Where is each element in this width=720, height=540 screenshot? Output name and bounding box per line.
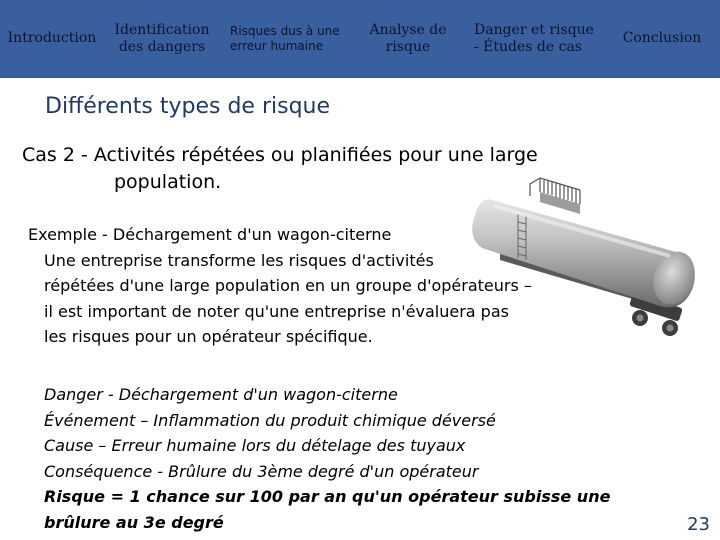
risk-scenario-block: [44, 382, 644, 536]
example-line: les risques pour un opérateur spécifique.: [44, 327, 373, 347]
nav-danger-risque-etudes[interactable]: [468, 0, 604, 78]
scenario-risk-line1: Risque = 1 chance sur 100 par an qu'un opérateur subisse une: [44, 487, 611, 507]
case-heading-line2: population.: [114, 170, 222, 193]
example-block: [28, 222, 588, 350]
nav-analyse-line1: Analyse de: [369, 21, 447, 38]
nav-identification-line2: des dangers: [118, 39, 206, 55]
nav-introduction-label: Introduction: [7, 30, 97, 47]
scenario-consequence: Conséquence - Brûlure du 3ème degré d'un opérateur: [44, 461, 479, 481]
scenario-cause: Cause – Erreur humaine lors du dételage des tuyaux: [44, 436, 466, 456]
nav-introduction[interactable]: [0, 0, 104, 78]
nav-analyse-risque[interactable]: [356, 0, 460, 78]
scenario-event: Événement – Inflammation du produit chimique déversé: [44, 410, 496, 430]
example-line: répétées d'une large population en un groupe d'opérateurs –: [44, 276, 532, 296]
scenario-danger: Danger - Déchargement d'un wagon-citerne: [44, 385, 398, 404]
example-line: Une entreprise transforme les risques d'activités: [44, 250, 434, 270]
nav-risques-line1: Risques dus à une: [230, 24, 340, 38]
slide-title: Différents types de risque: [45, 94, 331, 119]
nav-conclusion-label: Conclusion: [622, 30, 702, 47]
nav-danger-line2: - Études de cas: [474, 39, 582, 55]
top-navigation-bar: [0, 0, 720, 78]
nav-identification-line1: Identification: [114, 21, 210, 38]
nav-danger-line1: Danger et risque: [474, 21, 594, 38]
example-line: il est important de noter qu'une entreprise n'évaluera pas: [44, 301, 509, 321]
nav-risques-erreur-humaine[interactable]: [222, 0, 354, 78]
page-number: 23: [687, 514, 710, 535]
case-heading-line1: Cas 2 - Activités répétées ou planifiées pour une large: [22, 144, 538, 166]
example-title: Exemple - Déchargement d'un wagon-citerne: [28, 225, 392, 244]
nav-risques-line2: erreur humaine: [230, 39, 324, 53]
nav-conclusion[interactable]: [608, 0, 716, 78]
nav-identification-dangers[interactable]: [104, 0, 220, 78]
scenario-risk-line2: brûlure au 3e degré: [44, 512, 224, 532]
nav-analyse-line2: risque: [385, 39, 431, 55]
